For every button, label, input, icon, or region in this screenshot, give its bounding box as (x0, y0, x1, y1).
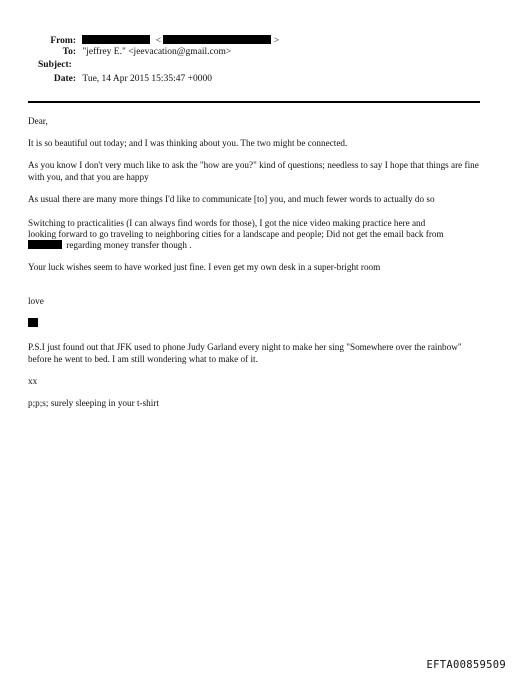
postscript: P.S.I just found out that JFK used to phone Judy Garland every night to make her sing "Somewhere over the rainbow" before he went to bed. I am still wondering what to make of it. (28, 342, 462, 364)
paragraph-4-line-1: Switching to practicalities (I can always find words for those), I got the nice video making practice here and (28, 218, 426, 228)
email-body (28, 0, 480, 678)
redacted-signature (28, 318, 480, 331)
to-label: To: (62, 47, 76, 57)
date-label: Date: (53, 74, 76, 84)
bates-number: EFTA00859509 (426, 659, 506, 671)
paragraph-4-line-2: looking forward to go traveling to neighboring cities for a landscape and people; Did not get the email back from (28, 229, 444, 239)
date-value: Tue, 14 Apr 2015 15:35:47 +0000 (82, 74, 212, 84)
redacted-name (28, 240, 62, 249)
paragraph-3: As usual there are many more things I'd like to communicate [to] you, and much fewer words to actually do so (28, 194, 435, 204)
redacted-signature-block (28, 318, 38, 327)
signoff-love: love (28, 296, 44, 306)
post-postscript: p;p;s; surely sleeping in your t-shirt (28, 398, 159, 408)
to-value: "jeffrey E." <jeevacation@gmail.com> (82, 47, 232, 57)
paragraph-2: As you know I don't very much like to ask the "how are you?" kind of questions; needless to say I hope that things are fine with you, and that you are happy (28, 160, 479, 182)
from-lt: < (155, 36, 162, 46)
paragraph-5: Your luck wishes seem to have worked just fine. I even get my own desk in a super-bright room (28, 262, 381, 272)
greeting: Dear, (28, 116, 48, 126)
signoff-xx: xx (28, 376, 38, 386)
paragraph-4-line-3-text: regarding money transfer though . (66, 240, 192, 250)
from-gt: > (273, 36, 280, 46)
subject-label: Subject: (38, 60, 72, 70)
paragraph-1: It is so beautiful out today; and I was thinking about you. The two might be connected. (28, 138, 348, 148)
paragraph-4-line-3 (28, 240, 480, 252)
from-label: From: (50, 36, 76, 46)
